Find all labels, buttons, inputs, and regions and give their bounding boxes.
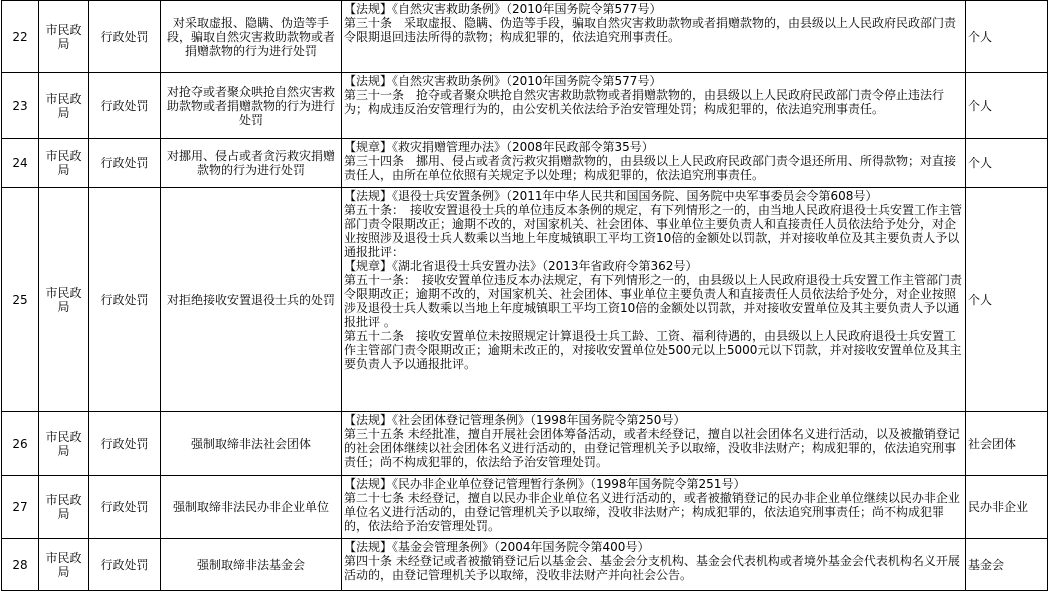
power-type-cell: 行政处罚 xyxy=(89,412,161,476)
target-cell: 基金会 xyxy=(966,539,1048,591)
power-item-cell: 强制取缔非法社会团体 xyxy=(161,412,342,476)
table-row xyxy=(2,73,1048,139)
legal-basis-cell xyxy=(342,139,966,188)
power-type-cell: 行政处罚 xyxy=(89,539,161,591)
power-item-cell: 强制取缔非法基金会 xyxy=(161,539,342,591)
legal-basis-line: 【法规】《基金会管理条例》（2004年国务院令第400号） xyxy=(344,540,650,554)
legal-basis-line: 第三十条 采取虚报、隐瞒、伪造等手段，骗取自然灾害救助款物或者捐赠款物的，由县级以上人民政府民政部门责令限期退回违法所得的款物；构成犯罪的，依法追究刑事责任。 xyxy=(344,16,957,44)
row-number: 27 xyxy=(2,476,39,539)
legal-basis-line: 第三十五条 未经批准，擅自开展社会团体筹备活动，或者未经登记，擅自以社会团体名义进行活动，以及被撤销登记的社会团体继续以社会团体名义进行活动的，由登记管理机关予以取缔，没收非法财产；构成犯罪的，依法追究刑事责任；尚不构成犯罪的，依法给予治安管理处罚。 xyxy=(344,427,960,469)
legal-basis-line: 【法规】《退役士兵安置条例》（2011年中华人民共和国国务院、国务院中央军事委员会令第608号） xyxy=(344,189,878,203)
power-item-cell: 强制取缔非法民办非企业单位 xyxy=(161,476,342,539)
table-body xyxy=(2,1,1048,591)
power-type-cell: 行政处罚 xyxy=(89,139,161,188)
department-cell: 市民政局 xyxy=(39,73,89,139)
department-cell: 市民政局 xyxy=(39,139,89,188)
legal-basis-cell xyxy=(342,1,966,73)
row-number: 23 xyxy=(2,73,39,139)
power-list-table xyxy=(1,0,1048,591)
legal-basis-line: 【法规】《自然灾害救助条例》（2010年国务院令第577号） xyxy=(344,2,662,16)
department-cell: 市民政局 xyxy=(39,412,89,476)
table-row xyxy=(2,1,1048,73)
legal-basis-cell xyxy=(342,476,966,539)
legal-basis-cell xyxy=(342,188,966,412)
table-row xyxy=(2,476,1048,539)
department-cell: 市民政局 xyxy=(39,1,89,73)
row-number: 22 xyxy=(2,1,39,73)
legal-basis-cell xyxy=(342,412,966,476)
legal-basis-line: 第五十条： 接收安置退役士兵的单位违反本条例的规定，有下列情形之一的，由当地人民政府退役士兵安置工作主管部门责令限期改正；逾期不改的，对国家机关、社会团体、事业单位主要负责人和直接责任人员依法给予处分，对企业按照涉及退役士兵人数乘以当地上年度城镇职工平均工资10倍的金额处以罚款，并对接收单位及其主要负责人予以通报批评： xyxy=(344,203,963,259)
row-number: 26 xyxy=(2,412,39,476)
target-cell: 社会团体 xyxy=(966,412,1048,476)
legal-basis-cell xyxy=(342,73,966,139)
power-type-cell: 行政处罚 xyxy=(89,1,161,73)
power-type-cell: 行政处罚 xyxy=(89,476,161,539)
target-cell: 民办非企业 xyxy=(966,476,1048,539)
power-item-cell: 对抢夺或者聚众哄抢自然灾害救助款物或者捐赠款物的行为进行处罚 xyxy=(161,73,342,139)
legal-basis-line: 【法规】《自然灾害救助条例》（2010年国务院令第577号） xyxy=(344,74,662,88)
legal-basis-line: 【规章】《救灾捐赠管理办法》（2008年民政部令第35号） xyxy=(344,140,654,154)
power-item-cell: 对拒绝接收安置退役士兵的处罚 xyxy=(161,188,342,412)
legal-basis-line: 第三十四条 挪用、侵占或者贪污救灾捐赠款物的，由县级以上人民政府民政部门责令退还所用、所得款物；对直接责任人，由所在单位依照有关规定予以处理；构成犯罪的，依法追究刑事责任。 xyxy=(344,154,957,182)
target-cell: 个人 xyxy=(966,73,1048,139)
row-number: 25 xyxy=(2,188,39,412)
table-row xyxy=(2,539,1048,591)
table-row xyxy=(2,412,1048,476)
legal-basis-line: 【规章】《湖北省退役士兵安置办法》（2013年省政府令第362号） xyxy=(344,259,698,273)
target-cell: 个人 xyxy=(966,139,1048,188)
legal-basis-line: 第四十条 未经登记或者被撤销登记后以基金会、基金会分支机构、基金会代表机构或者境外基金会代表机构名义开展活动的，由登记管理机关予以取缔，没收非法财产并向社会公告。 xyxy=(344,554,960,582)
legal-basis-line: 第五十二条 接收安置单位未按照规定计算退役士兵工龄、工资、福利待遇的，由县级以上人民政府退役士兵安置工作主管部门责令限期改正；逾期未改正的，对接收安置单位处500元以上5000元以下罚款，并对接收安置单位及其主要负责人予以通报批评。 xyxy=(344,329,962,371)
power-type-cell: 行政处罚 xyxy=(89,73,161,139)
power-item-cell: 对挪用、侵占或者贪污救灾捐赠款物的行为进行处罚 xyxy=(161,139,342,188)
target-cell: 个人 xyxy=(966,1,1048,73)
department-cell: 市民政局 xyxy=(39,476,89,539)
row-number: 24 xyxy=(2,139,39,188)
legal-basis-line: 第三十一条 抢夺或者聚众哄抢自然灾害救助款物或者捐赠款物的，由县级以上人民政府民政部门责令停止违法行为；构成违反治安管理行为的，由公安机关依法给予治安管理处罚；构成犯罪的，依法追究刑事责任。 xyxy=(344,88,945,116)
table-row xyxy=(2,139,1048,188)
table-row xyxy=(2,188,1048,412)
power-type-cell: 行政处罚 xyxy=(89,188,161,412)
legal-basis-line: 第二十七条 未经登记，擅自以民办非企业单位名义进行活动的，或者被撤销登记的民办非企业单位继续以民办非企业单位名义进行活动的，由登记管理机关予以取缔，没收非法财产；构成犯罪的，依法追究刑事责任；尚不构成犯罪的，依法给予治安管理处罚。 xyxy=(344,491,960,533)
legal-basis-line: 【法规】《社会团体登记管理条例》（1998年国务院令第250号） xyxy=(344,413,686,427)
department-cell: 市民政局 xyxy=(39,539,89,591)
row-number: 28 xyxy=(2,539,39,591)
legal-basis-line: 第五十一条： 接收安置单位违反本办法规定，有下列情形之一的，由县级以上人民政府退役士兵安置工作主管部门责令限期改正；逾期不改的，对国家机关、社会团体、事业单位主要负责人和直接责任人员依法给予处分，对企业按照涉及退役士兵人数乘以当地上年度城镇职工平均工资10倍的金额处以罚款，并对接收安置单位及其主要负责人予以通报批评 。 xyxy=(344,273,963,329)
legal-basis-cell xyxy=(342,539,966,591)
power-item-cell: 对采取虚报、隐瞒、伪造等手段，骗取自然灾害救助款物或者捐赠款物的行为进行处罚 xyxy=(161,1,342,73)
legal-basis-line: 【法规】《民办非企业单位登记管理暂行条例》（1998年国务院令第251号） xyxy=(344,477,746,491)
target-cell: 个人 xyxy=(966,188,1048,412)
department-cell: 市民政局 xyxy=(39,188,89,412)
